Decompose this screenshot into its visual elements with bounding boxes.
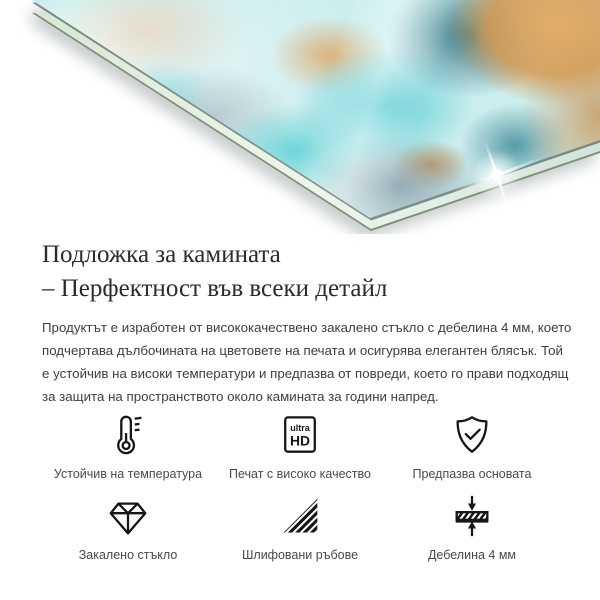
feature-polished-edges xyxy=(214,491,386,562)
feature-protects-base xyxy=(386,410,558,481)
features-grid xyxy=(42,410,558,562)
thermometer-icon xyxy=(111,410,145,458)
page-title xyxy=(42,238,558,306)
feature-print-quality xyxy=(214,410,386,481)
shield-check-icon xyxy=(449,410,495,458)
ultra-hd-icon xyxy=(279,410,321,458)
feature-label: Шлифовани ръбове xyxy=(241,548,359,562)
feature-label: Устойчив на температура xyxy=(53,467,203,481)
feature-temperature xyxy=(42,410,214,481)
title-line-1: Подложка за камината xyxy=(42,241,281,268)
feature-label: Печат с високо качество xyxy=(229,467,371,481)
glass-panel xyxy=(0,0,600,234)
diamond-icon xyxy=(105,491,151,539)
polished-edges-icon xyxy=(278,491,322,539)
thickness-icon xyxy=(449,491,495,539)
product-info-section xyxy=(0,238,600,562)
title-line-2: – Перфектност във всеки детайл xyxy=(42,275,388,302)
feature-tempered-glass xyxy=(42,491,214,562)
svg-text:HD: HD xyxy=(290,432,310,449)
glass-marble-print xyxy=(0,0,600,234)
product-photo xyxy=(0,0,600,234)
product-description: Продуктът е изработен от висококачествено закалено стъкло с дебелина 4 мм, което подчертава дълбочината на цветовете на печата и осигурява елегантен блясък. Той е устойчив на високи температури и предпазва от повреди, което го прави подходящ за защита на пространството около камината за години напред. xyxy=(42,320,572,404)
svg-text:ultra: ultra xyxy=(290,423,310,434)
feature-label: Дебелина 4 мм xyxy=(427,548,517,562)
feature-label: Предпазва основата xyxy=(412,467,532,481)
feature-label: Закалено стъкло xyxy=(78,548,178,562)
feature-thickness xyxy=(386,491,558,562)
